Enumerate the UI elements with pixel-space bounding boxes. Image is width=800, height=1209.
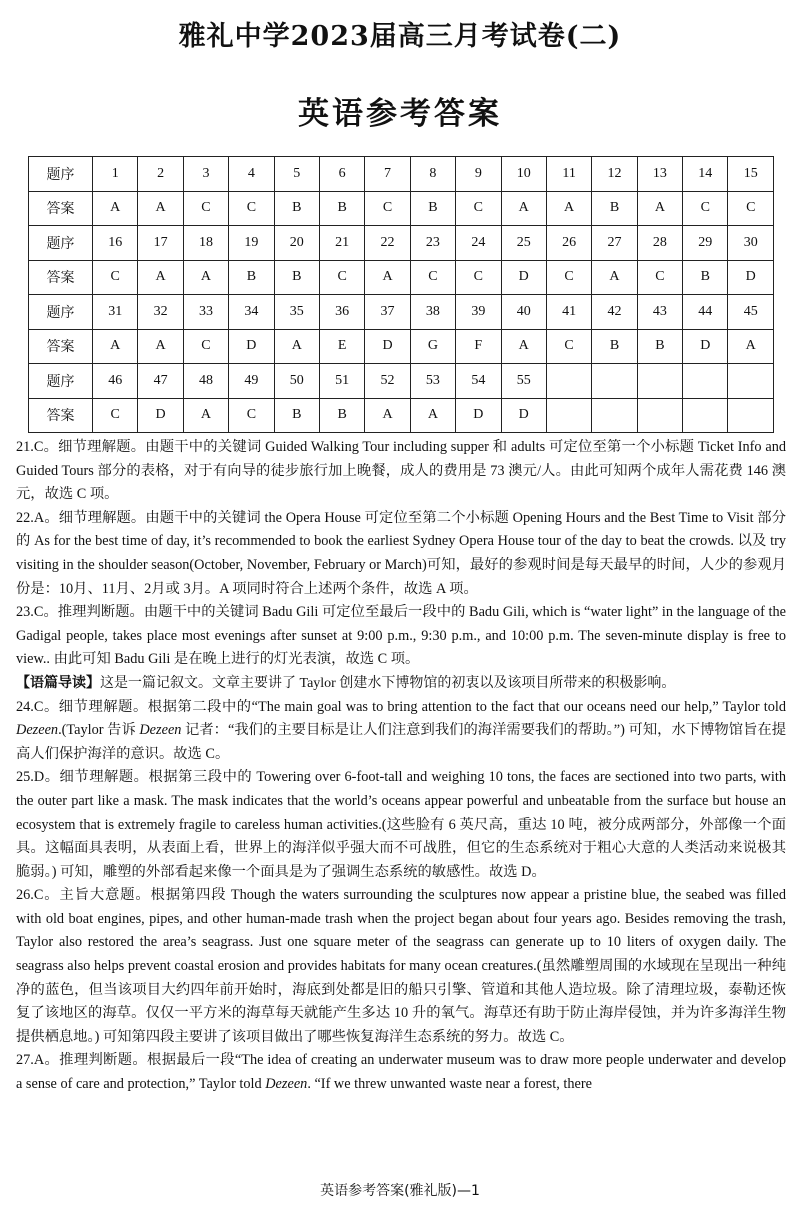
explanation-22: 22.A。细节理解题。由题干中的关键词 the Opera House 可定位至第二个小标题 Opening Hours and the Best Time to Visit 部分的 As for the best time of day, it’s recommended to book the earliest Sydney Opera House tour of the day to beat the crowds. 以及 try visiting in the shoulder season(October, November, February or March)可知，最好的参观时间是每天最早的时间，人少的参观月份是：10月、11月、2月或 3月。A 项同时符合上述两个条件，故选 A 项。: [16, 509, 786, 597]
question-number-cell: 34: [229, 295, 274, 330]
answer-cell: A: [138, 191, 183, 226]
e24-italic2: Dezeen: [139, 722, 182, 739]
question-number-cell: 28: [637, 226, 682, 261]
question-number-cell: 37: [365, 295, 410, 330]
answer-cell: [592, 398, 637, 433]
answer-cell: C: [410, 260, 455, 295]
answer-cell: A: [365, 260, 410, 295]
question-number-cell: 18: [183, 226, 228, 261]
question-number-cell: 49: [229, 364, 274, 399]
guide-text: 这是一篇记叙文。文章主要讲了 Taylor 创建水下博物馆的初衷以及该项目所带来的积极影响。: [100, 675, 676, 691]
question-number-cell: 42: [592, 295, 637, 330]
question-number-cell: 39: [456, 295, 501, 330]
question-number-cell: 21: [319, 226, 364, 261]
row-label-question: 题序: [29, 295, 93, 330]
answer-cell: C: [456, 260, 501, 295]
question-number-cell: 1: [93, 157, 138, 192]
question-number-cell: 45: [728, 295, 774, 330]
answer-cell: D: [138, 398, 183, 433]
question-number-cell: 20: [274, 226, 319, 261]
question-number-cell: 54: [456, 364, 501, 399]
answer-cell: C: [637, 260, 682, 295]
question-number-cell: 23: [410, 226, 455, 261]
answer-cell: B: [274, 260, 319, 295]
row-label-question: 题序: [29, 157, 93, 192]
answer-table: [28, 156, 774, 433]
answer-cell: A: [410, 398, 455, 433]
answer-cell: A: [183, 398, 228, 433]
question-number-cell: 12: [592, 157, 637, 192]
answer-cell: C: [93, 398, 138, 433]
answer-cell: A: [365, 398, 410, 433]
answer-cell: [637, 398, 682, 433]
question-number-cell: 6: [319, 157, 364, 192]
answer-cell: C: [456, 191, 501, 226]
answer-cell: C: [728, 191, 774, 226]
answer-cell: A: [138, 329, 183, 364]
row-label-answer: 答案: [29, 329, 93, 364]
page-subtitle: 英语参考答案: [298, 96, 502, 132]
answer-cell: G: [410, 329, 455, 364]
explanation-21: 21.C。细节理解题。由题干中的关键词 Guided Walking Tour including supper 和 adults 可定位至第一个小标题 Ticket Info and Guided Tours 部分的表格，对于有向导的徒步旅行加上晚餐，成人的费用是 73 澳元/人。由此可知两个成年人需花费 146 澳元，故选 C 项。: [16, 439, 786, 503]
question-number-cell: 55: [501, 364, 546, 399]
e24-part2: .(Taylor 告诉: [58, 722, 140, 739]
question-number-cell: 11: [546, 157, 591, 192]
question-number-cell: 31: [93, 295, 138, 330]
answer-cell: E: [319, 329, 364, 364]
question-number-cell: 26: [546, 226, 591, 261]
question-number-row: [29, 157, 774, 192]
row-label-question: 题序: [29, 364, 93, 399]
answer-cell: C: [93, 260, 138, 295]
e27-italic: Dezeen: [265, 1076, 308, 1093]
passage-guide: [16, 672, 786, 696]
explanation-25: 25.D。细节理解题。根据第三段中的 Towering over 6-foot-tall and weighing 10 tons, the faces are sectioned into two parts, with the outer part like a mask. The mask indicates that the world’s oceans appear powerful and unbeatable from the surface but house an ecosystem that is extremely fragile to careless human activities.(这些脸有 6 英尺高，重达 10 吨，被分成两部分，外部像一个面具。这幅面具表明，从表面上看，世界上的海洋似乎强大而不可战胜，但它的生态系统对于粗心大意的人类活动来说极其脆弱。) 可知，雕塑的外部看起来像一个面具是为了强调生态系统的敏感性。故选 D。: [16, 769, 786, 880]
e24-italic1: Dezeen: [16, 722, 59, 739]
question-number-cell: 35: [274, 295, 319, 330]
question-number-cell: 33: [183, 295, 228, 330]
question-number-cell: [728, 364, 774, 399]
question-number-cell: [637, 364, 682, 399]
question-number-cell: 41: [546, 295, 591, 330]
answer-cell: C: [319, 260, 364, 295]
answer-cell: C: [546, 260, 591, 295]
answer-cell: C: [546, 329, 591, 364]
row-label-question: 题序: [29, 226, 93, 261]
answer-cell: D: [683, 329, 728, 364]
question-number-cell: 13: [637, 157, 682, 192]
question-number-cell: 5: [274, 157, 319, 192]
explanations: [16, 436, 786, 1097]
answer-cell: C: [229, 191, 274, 226]
question-number-cell: 51: [319, 364, 364, 399]
question-number-cell: 44: [683, 295, 728, 330]
answer-cell: B: [274, 191, 319, 226]
answer-cell: D: [229, 329, 274, 364]
answer-cell: B: [637, 329, 682, 364]
answer-cell: [546, 398, 591, 433]
e27-part1: 27.A。推理判断题。根据最后一段“The idea of creating an underwater museum was to draw more people underwater and develop a sense of care and protection,” Taylor told: [16, 1052, 786, 1093]
answer-cell: B: [229, 260, 274, 295]
question-number-cell: 24: [456, 226, 501, 261]
explanation-24: [16, 696, 786, 767]
answer-row: [29, 260, 774, 295]
answer-cell: B: [274, 398, 319, 433]
question-number-cell: 19: [229, 226, 274, 261]
row-label-answer: 答案: [29, 191, 93, 226]
answer-cell: A: [501, 329, 546, 364]
question-number-cell: [683, 364, 728, 399]
answer-cell: A: [274, 329, 319, 364]
question-number-cell: 2: [138, 157, 183, 192]
question-number-cell: 30: [728, 226, 774, 261]
page-footer: 英语参考答案(雅礼版)—1: [320, 1183, 480, 1199]
question-number-cell: 43: [637, 295, 682, 330]
answer-cell: A: [637, 191, 682, 226]
question-number-cell: 52: [365, 364, 410, 399]
question-number-cell: 15: [728, 157, 774, 192]
answer-cell: C: [365, 191, 410, 226]
question-number-cell: 46: [93, 364, 138, 399]
e24-part1: 24.C。细节理解题。根据第二段中的“The main goal was to bring attention to the fact that our oceans need our help,” Taylor told: [16, 698, 786, 715]
answer-cell: A: [728, 329, 774, 364]
answer-cell: A: [93, 191, 138, 226]
question-number-cell: [546, 364, 591, 399]
question-number-cell: 50: [274, 364, 319, 399]
answer-cell: B: [319, 191, 364, 226]
answer-cell: D: [456, 398, 501, 433]
page-title: 雅礼中学2023届高三月考试卷(二): [178, 21, 622, 52]
answer-cell: A: [93, 329, 138, 364]
question-number-cell: 29: [683, 226, 728, 261]
answer-cell: F: [456, 329, 501, 364]
answer-cell: [683, 398, 728, 433]
question-number-cell: 36: [319, 295, 364, 330]
answer-row: [29, 191, 774, 226]
question-number-cell: 40: [501, 295, 546, 330]
answer-cell: C: [683, 191, 728, 226]
answer-cell: [728, 398, 774, 433]
answer-cell: B: [683, 260, 728, 295]
question-number-cell: 47: [138, 364, 183, 399]
answer-cell: D: [728, 260, 774, 295]
e27-part2: . “If we threw unwanted waste near a forest, there: [307, 1076, 592, 1093]
answer-cell: D: [365, 329, 410, 364]
question-number-cell: 38: [410, 295, 455, 330]
question-number-cell: 7: [365, 157, 410, 192]
answer-cell: C: [183, 329, 228, 364]
question-number-cell: 4: [229, 157, 274, 192]
e24-part3: 记者：“我们的主要目标是让人们注意到我们的海洋需要我们的帮助。”) 可知，水下博物馆旨在提高人们保护海洋的意识。故选 C。: [16, 722, 786, 762]
answer-row: [29, 398, 774, 433]
answer-cell: B: [410, 191, 455, 226]
question-number-cell: 16: [93, 226, 138, 261]
question-number-row: [29, 226, 774, 261]
answer-cell: B: [592, 191, 637, 226]
question-number-row: [29, 364, 774, 399]
question-number-cell: [592, 364, 637, 399]
question-number-cell: 32: [138, 295, 183, 330]
question-number-cell: 48: [183, 364, 228, 399]
question-number-cell: 27: [592, 226, 637, 261]
answer-cell: A: [501, 191, 546, 226]
answer-cell: D: [501, 260, 546, 295]
row-label-answer: 答案: [29, 398, 93, 433]
answer-cell: C: [229, 398, 274, 433]
question-number-cell: 22: [365, 226, 410, 261]
question-number-cell: 14: [683, 157, 728, 192]
question-number-cell: 10: [501, 157, 546, 192]
question-number-cell: 9: [456, 157, 501, 192]
answer-row: [29, 329, 774, 364]
explanation-27: [16, 1049, 786, 1096]
question-number-cell: 3: [183, 157, 228, 192]
question-number-cell: 17: [138, 226, 183, 261]
row-label-answer: 答案: [29, 260, 93, 295]
answer-cell: A: [183, 260, 228, 295]
answer-cell: A: [592, 260, 637, 295]
answer-cell: B: [592, 329, 637, 364]
question-number-cell: 53: [410, 364, 455, 399]
guide-label: 【语篇导读】: [16, 675, 100, 691]
answer-cell: B: [319, 398, 364, 433]
question-number-cell: 8: [410, 157, 455, 192]
answer-cell: D: [501, 398, 546, 433]
answer-cell: C: [183, 191, 228, 226]
answer-cell: A: [546, 191, 591, 226]
answer-cell: A: [138, 260, 183, 295]
question-number-row: [29, 295, 774, 330]
question-number-cell: 25: [501, 226, 546, 261]
explanation-23: 23.C。推理判断题。由题干中的关键词 Badu Gili 可定位至最后一段中的 Badu Gili, which is “water light” in the language of the Gadigal people, takes place most evenings after sunset at 9:00 p.m., 9:30 p.m., and 10:00 p.m. The seven-minute display is free to view.. 由此可知 Badu Gili 是在晚上进行的灯光表演，故选 C 项。: [16, 604, 786, 668]
explanation-26: 26.C。主旨大意题。根据第四段 Though the waters surrounding the sculptures now appear a pristine blue, the seabed was filled with old boat engines, pipes, and other human-made trash when the project began about four years ago. Besides removing the trash, Taylor also restored the area’s seagrass. Just one square meter of the seagrass can generate up to 10 liters of oxygen daily. The seagrass also helps prevent coastal erosion and provides habitats for many ocean creatures.(虽然雕塑周围的水域现在呈现出一种纯净的蓝色，但当该项目大约四年前开始时，海底到处都是旧的船只引擎、管道和其他人造垃圾。除了清理垃圾，泰勒还恢复了该地区的海草。仅仅一平方米的海草每天就能产生多达 10 升的氧气。海草还有助于防止海岸侵蚀，并为许多海洋生物提供栖息地。) 可知第四段主要讲了该项目做出了哪些恢复海洋生态系统的努力。故选 C。: [16, 887, 786, 1045]
